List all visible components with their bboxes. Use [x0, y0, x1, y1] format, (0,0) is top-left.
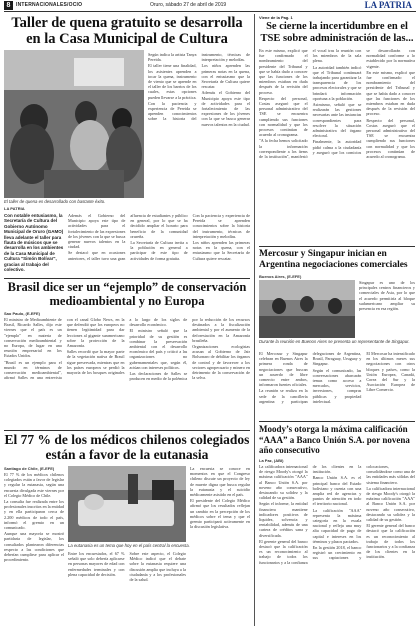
venezuela-paragraph: Respecto del personal, Costas aseguró que el personal administrativo del TSE se encuentra cumpliendo sus funciones con normalidad y que los procesos continúan de acuerdo al cronograma.: [366, 117, 415, 160]
venezuela-body: [259, 48, 415, 244]
quena-class-photo: [4, 50, 144, 198]
brasil-paragraph: Salles recordó que la mayor parte de la vegetación nativa de Brasil sigue preservada, mientras que en los países europeos se perdió la mayoría de los bosques originales a lo largo de los siglos de desarrollo económico.: [66, 317, 188, 376]
medicos-paragraph: Aunque una mayoría se mostró partidaria de legislar, los consultados plantearon diferencias respecto a las condiciones que deberían cumplirse para aplicar el procedimiento.: [4, 531, 64, 563]
page-number: 8: [4, 1, 13, 10]
venezuela-paragraph: En este mismo, explicó que fue confirmado el nombramiento del presidente del Tribunal y que se había dado a conocer que las funciones de los miembros estaban en duda después de la revisión del proceso.: [259, 48, 308, 95]
mercosur-headline: Mercosur y Singapur inician en Argentina negociaciones comerciales: [259, 249, 408, 270]
taller-body-top: [148, 52, 250, 196]
taller-paragraph: Según indica la artista Tanya Pereida.: [148, 52, 197, 63]
mercosur-body: [259, 351, 415, 419]
moody-paragraph: La calificadora internacional de riesgo Moody's otorgó la máxima calificación "AAA" al Banco Unión S.A. por noveno año consecutivo, destacando su solidez y la calidad de su gestión.: [259, 464, 308, 501]
moody-paragraph: La calificadora internacional de riesgo Moody's otorgó la máxima calificación "AAA" al Banco Unión S.A. por noveno año consecutivo, destacando su solidez y la calidad de su gestión.: [366, 485, 415, 523]
brasil-paragraph: "Brasil es un ejemplo para el mundo en términos de conservación medioambiental", afirmó Salles en una entrevista con el canal Globo News, en la que defendió que los europeos no tienen legitimidad para dar lecciones al gigante suramericano sobre la protección de la Amazonía.: [4, 317, 125, 381]
taller-lead: Con notable entusiasmo, la Secretaría de Cultura del Gobierno Autónomo Municipal de Oruro (GAMO) lleva adelante el taller para flauta de músicos que se desarrolla en los ambientes de la Casa Municipal de Cultura "Simón Bolívar", gracias al trabajo del colectivo.: [4, 213, 64, 273]
taller-paragraph: La Secretaría de Cultura invita a la población en general a participar de este tipo de actividades de forma gratuita.: [130, 240, 188, 261]
brasil-paragraph: Las declaraciones de Salles se producen en medio de la polémica por la reducción de los recursos destinados a la fiscalización ambiental y por el aumento de la deforestación en la Amazonía brasileña.: [129, 317, 250, 382]
rule: [259, 421, 415, 422]
medicos-body-left: [4, 472, 64, 626]
taller-caption: El taller de quena es desarrollado con bastante éxito.: [4, 199, 106, 204]
taller-headline: Taller de quena gratuito se desarrolla en la Casa Municipal de Cultura: [11, 15, 243, 47]
medicos-paragraph: Entre los encuestados, el 67 % señaló que solo debería aplicarse en personas mayores de edad con enfermedades terminales y con plena capacidad de decisión.: [68, 551, 125, 577]
medicos-headline: El 77 % de los médicos chilenos colegiados están a favor de la eutanasia: [4, 432, 250, 462]
moody-paragraph: Según el informe, la entidad financiera mantiene indicadores positivos de liquidez, solvencia y rentabilidad, además de una cartera de créditos sana y diversificada.: [259, 501, 308, 538]
taller-paragraph: Los niños aprenden las primeras notas en la quena, con el entusiasmo que la Secretaría de Cultura quiere rescatar.: [192, 240, 250, 261]
moody-byline: La Paz, (ABI): [259, 458, 284, 463]
venezuela-paragraph: La autoridad también indicó que el Tribunal continuará trabajando para garantizar la transparencia de los procesos electorales y que se brindará información oportuna a la población.: [312, 64, 362, 101]
page-header: [0, 0, 420, 11]
moody-paragraph: La calificación "AAA" representa la máxima categoría en la escala nacional y refleja una muy alta capacidad de pago de capital e intereses en los términos y plazos pactados.: [312, 507, 362, 544]
medicos-paragraph: La consulta fue realizada entre los profesionales inscritos en la entidad y en ella participaron cerca de 2.200 médicos de todo el país, informó el gremio en un comunicado.: [4, 499, 64, 531]
rule: [259, 246, 415, 247]
rule: [4, 430, 250, 431]
brasil-headline: Brasil dice ser un “ejemplo” de conservación medioambiental y no Europa: [7, 280, 247, 308]
taller-paragraph: Además el Gobierno del Municipio apoya este tipo de actividades para el fortalecimiento de las expresiones de los jóvenes con la que se busca generar nuevos talentos en la ciudad.: [201, 90, 250, 127]
mercosur-paragraph: La reunión se realiza en la sede de la cancillería argentina y participan delegaciones de Argentina, Brasil, Paraguay, Uruguay y Singapur.: [259, 351, 362, 404]
venezuela-paragraph: Asimismo, señaló que se realizarán las gestiones necesarias ante las instancias correspondientes para resolver la situación administrativa del órgano electoral.: [312, 102, 362, 139]
medicos-caption: La eutanasia es un tema que hoy en el país central la encuesta.: [68, 543, 190, 548]
mercosur-paragraph: Según el comunicado, las conversaciones abarcarán temas como acceso a mercados, servicios, inversiones, compras públicas y propiedad intelectual.: [312, 367, 362, 404]
mercosur-caption: Durante la reunión en Buenos Aires se presenta un representante de Singapur.: [259, 339, 410, 344]
venezuela-paragraph: Finalmente, la autoridad pidió calma a la ciudadanía y aseguró que los comicios se desarrollarán con normalidad conforme a lo establecido por la normativa vigente.: [312, 48, 415, 155]
hospital-photo: [68, 466, 186, 542]
moody-body: [259, 464, 415, 626]
medicos-body-mid: [68, 551, 186, 626]
medicos-byline: Santiago de Chile, (E-EFE): [4, 466, 55, 471]
taller-photo: [4, 50, 144, 198]
mercosur-paragraph: Singapur es uno de los principales centros financieros y comerciales de Asia, por lo que el acuerdo permitiría al bloque sudamericano ampliar su presencia en esa región.: [359, 280, 415, 312]
section-label: INTERNACIONALES/OCIO: [16, 2, 83, 8]
meeting-photo: [259, 280, 355, 338]
mercosur-body-right: [359, 280, 415, 338]
mercosur-byline: Buenos Aires, (E-EFE): [259, 274, 302, 279]
venezuela-paragraph: "A la fecha hemos solicitado la información correspondiente a los ítems de la institución", manifestó el vocal tras la reunión con los miembros de la sala plena.: [259, 48, 362, 160]
venezuela-headline: Se cierne la incertidumbre en el TSE sobre administración de las...: [260, 21, 414, 44]
rule: [4, 278, 250, 279]
brasil-paragraph: Organizaciones ecologistas acusan al Gobierno de Jair Bolsonaro de debilitar los órganos de control y de favorecer a los sectores agropecuario y minero en detrimento de la conservación de la selva.: [192, 344, 250, 381]
venezuela-paragraph: En este mismo, explicó que fue confirmado el nombramiento del presidente del Tribunal y que se había dado a conocer que las funciones de los miembros estaban en duda después de la revisión del proceso.: [366, 69, 415, 117]
column-divider: [254, 14, 255, 626]
brasil-byline: Sao Paulo, (E-EFE): [4, 311, 41, 316]
taller-body-bottom: [68, 213, 250, 275]
medicos-paragraph: La encuesta se conoce en momentos en que el Congreso chileno discute un proyecto de ley de muerte digna que busca regular la eutanasia y el suicidio médicamente asistido en el país.: [190, 466, 250, 498]
venezuela-kicker: Viene de la Pag. 1: [259, 15, 293, 20]
medicos-paragraph: Sobre este aspecto, el Colegio Médico indicó que el debate sobre la eutanasia requiere una discusión amplia que incluya a la ciudadanía y a los profesionales de la salud.: [129, 551, 186, 583]
brasil-body: [4, 317, 250, 428]
brasil-paragraph: El ministro de Medioambiente de Brasil, Ricardo Salles, dijo este viernes que el país es un "ejemplo" en materia de conservación medioambiental y no Europa, de lugar en una reunión empresarial en los Estados Unidos.: [4, 317, 62, 359]
taller-paragraph: Con la paciencia y experiencia de Pereida se aprenden conocimientos sobre la historia del instrumento, técnicas de interpretación y melodías.: [192, 213, 250, 239]
medicos-paragraph: El 77 % de los médicos chilenos colegiados están a favor de legislar y regular la eutanasia, según una encuesta divulgada este viernes por el Colegio Médico de Chile.: [4, 472, 64, 498]
dateline: Oruro, sábado 27 de abril de 2019: [150, 2, 227, 8]
venezuela-paragraph: Respecto del personal, Costas aseguró que el personal administrativo del TSE se encuentra cumpliendo sus funciones con normalidad y que los procesos continúan de acuerdo al cronograma.: [259, 95, 308, 138]
mercosur-photo: [259, 280, 355, 338]
taller-paragraph: Con la paciencia y experiencia de Pereida se aprenden conocimientos sobre la historia del instrumento, técnicas de interpretación y melodías.: [148, 52, 250, 122]
taller-credit: LA PATRIA: [4, 206, 25, 211]
moody-paragraph: En la gestión 2018, el banco registró un crecimiento en sus captaciones y colocaciones, consolidándose como una de las entidades más sólidas del sistema financiero.: [312, 464, 415, 561]
brasil-paragraph: El ministro señaló que la prioridad de su gestión es combinar la preservación ambiental con el desarrollo económico del país y criticó a las organizaciones no gubernamentales que, según él, actúan con intereses políticos.: [129, 328, 188, 370]
taller-paragraph: Se destacó que en ocasiones anteriores, el taller tuvo una gran afluencia de estudiantes y público en general, por lo que se ha decidido ampliar el horario para beneficio de la comunidad orureña.: [68, 213, 188, 261]
mercosur-paragraph: El Mercosur ha intensificado en los últimos meses sus negociaciones con otros bloques y países, como la Unión Europea, Canadá, Corea del Sur y la Asociación Europea de Libre Comercio.: [366, 351, 415, 393]
taller-paragraph: Los niños aprenden las primeras notas en la quena, con el entusiasmo que la Secretaría de Cultura quiere rescatar.: [201, 63, 250, 90]
moody-paragraph: El gerente general del banco destacó que la calificación es un reconocimiento al trabajo de todos los funcionarios y a la confianza de los clientes en la institución.: [259, 464, 362, 565]
medicos-photo: [68, 466, 186, 542]
moody-paragraph: Banco Unión S.A. es el principal banco del Estado boliviano y cuenta con una amplia red de agencias y puntos de atención en todo el territorio nacional.: [312, 475, 362, 507]
newspaper-name: LA PATRIA: [364, 0, 412, 10]
moody-headline: Moody’s otorga la máxima calificación “AAA” a Banco Unión S.A. por novena año consecutivo: [259, 424, 410, 455]
moody-paragraph: El gerente general del banco destacó que la calificación es un reconocimiento al trabajo de todos los funcionarios y a la confianza de los clientes en la institución.: [366, 523, 415, 560]
mercosur-paragraph: El Mercosur y Singapur celebran en Buenos Aires la primera ronda de negociaciones que buscan un acuerdo de libre comercio entre ambos, informaron fuentes oficiales.: [259, 351, 308, 388]
taller-paragraph: Además el Gobierno del Municipio apoya este tipo de actividades para el fortalecimiento de las expresiones de los jóvenes con la que se busca generar nuevos talentos en la ciudad.: [68, 213, 126, 250]
header-rule: [4, 11, 416, 12]
medicos-body-right: [190, 466, 250, 626]
medicos-paragraph: El presidente del Colegio Médico afirmó que los resultados reflejan un cambio en la percepción de los médicos sobre el tema y que el gremio participará activamente en la discusión legislativa.: [190, 498, 250, 530]
taller-paragraph: El taller tiene una finalidad, los asistentes aprenden a tocar la quena, instrumento de viento que se aprende en el taller de los barrios de los cuales, estas opciones pueden llevarse a la práctica.: [148, 63, 197, 100]
